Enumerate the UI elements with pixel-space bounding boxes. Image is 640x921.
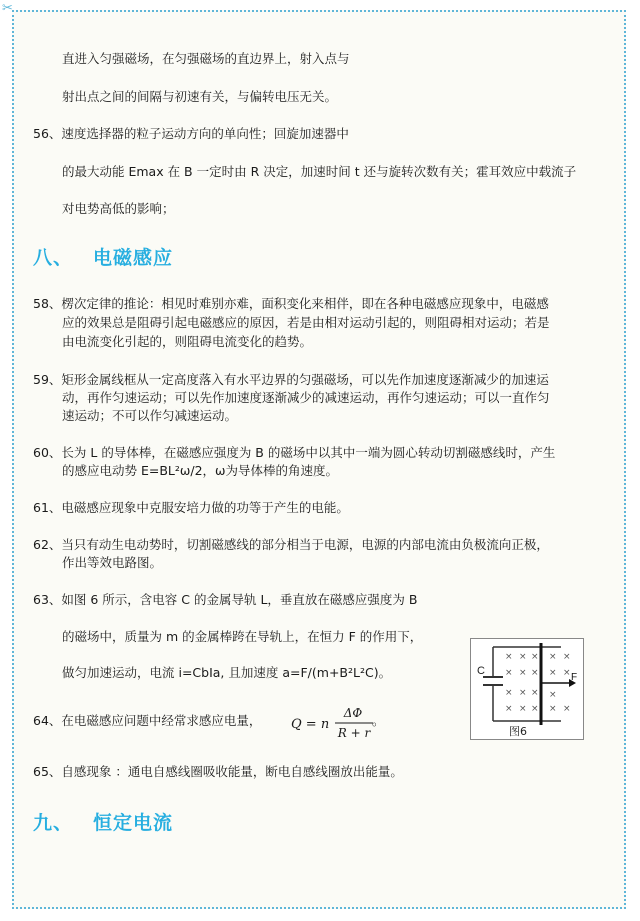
- formula-numerator: ΔΦ: [343, 706, 363, 720]
- cross-mark: ×: [531, 704, 539, 714]
- cross-mark: ×: [505, 704, 513, 714]
- cross-mark: ×: [531, 688, 539, 698]
- cross-mark: ×: [519, 668, 527, 678]
- text-line: 的磁场中，质量为 m 的金属棒跨在导轨上，在恒力 F 的作用下，: [62, 629, 423, 644]
- item-56: 56、速度选择器的粒子运动方向的单向性；回旋加速器中: [33, 126, 349, 141]
- text-line: 的感应电动势 E=BL²ω/2，ω为导体棒的角速度。: [62, 463, 338, 478]
- cross-mark: ×: [505, 652, 513, 662]
- heading-title: 恒定电流: [93, 812, 174, 834]
- item-65: 65、自感现象 ：通电自感线圈吸收能量，断电自感线圈放出能量。: [33, 764, 403, 779]
- text-line: 动，再作匀速运动；可以先作加速度逐渐减少的减速运动，再作匀速运动；可以一直作匀: [62, 390, 550, 405]
- text-line: 做匀加速运动，电流 i=CbIa, 且加速度 a=F/(m+B²L²C)。: [62, 665, 392, 680]
- cross-mark: ×: [505, 668, 513, 678]
- formula-lhs: Q = n: [291, 717, 330, 732]
- text-line: 直进入匀强磁场，在匀强磁场的直边界上，射入点与: [62, 51, 350, 66]
- formula-period: 。: [372, 713, 385, 728]
- text-line: 速运动；不可以作匀减速运动。: [62, 408, 238, 423]
- text-line: 射出点之间的间隔与初速有关，与偏转电压无关。: [62, 89, 338, 104]
- formula-charge: [291, 704, 381, 746]
- section-heading-9: [33, 811, 173, 835]
- cross-mark: ×: [563, 704, 571, 714]
- item-64: 64、在电磁感应问题中经常求感应电量，: [33, 713, 262, 728]
- cross-mark: ×: [519, 704, 527, 714]
- cross-mark: ×: [549, 652, 557, 662]
- item-60: 60、长为 L 的导体棒，在磁感应强度为 B 的磁场中以其中一端为圆心转动切割磁感线时，产生: [33, 445, 556, 460]
- item-61: 61、电磁感应现象中克服安培力做的功等于产生的电能。: [33, 500, 349, 515]
- item-63: 63、如图 6 所示，含电容 C 的金属导轨 L，垂直放在磁感应强度为 B: [33, 592, 418, 607]
- cross-mark: ×: [519, 688, 527, 698]
- force-label: F: [571, 672, 578, 683]
- cross-mark: ×: [549, 704, 557, 714]
- figure-caption: 图6: [509, 725, 527, 738]
- cross-mark: ×: [505, 688, 513, 698]
- section-heading-8: [33, 246, 173, 270]
- cross-mark: ×: [549, 668, 557, 678]
- item-62: 62、当只有动生电动势时，切割磁感线的部分相当于电源，电源的内部电流由负极流向正极，: [33, 537, 549, 552]
- cross-mark: ×: [563, 652, 571, 662]
- text-line: 的最大动能 Emax 在 B 一定时由 R 决定，加速时间 t 还与旋转次数有关；霍耳效应中载流子: [62, 164, 577, 179]
- heading-number: 九、: [33, 812, 74, 834]
- formula-denominator: R + r: [337, 726, 371, 740]
- cross-mark: ×: [531, 652, 539, 662]
- text-line: 应的效果总是阻碍引起电磁感应的原因，若是由相对运动引起的，则阻碍相对运动；若是: [62, 315, 550, 330]
- item-58: 58、楞次定律的推论：相见时难别亦难，面积变化来相伴，即在各种电磁感应现象中，电磁感: [33, 296, 549, 311]
- text-line: 作出等效电路图。: [62, 555, 163, 570]
- cross-mark: ×: [531, 668, 539, 678]
- cross-mark: ×: [563, 668, 571, 678]
- cross-mark: ×: [519, 652, 527, 662]
- figure-6: [470, 638, 584, 740]
- capacitor-label: C: [477, 665, 485, 677]
- cross-mark: ×: [549, 690, 557, 700]
- text-line: 对电势高低的影响；: [62, 201, 175, 216]
- circuit-diagram: [471, 639, 583, 739]
- scissors-icon: ✂: [2, 1, 13, 16]
- text-line: 由电流变化引起的，则阻碍电流变化的趋势。: [62, 334, 313, 349]
- formula-svg: [291, 704, 381, 742]
- heading-title: 电磁感应: [93, 247, 174, 269]
- heading-number: 八、: [33, 247, 74, 269]
- item-59: 59、矩形金属线框从一定高度落入有水平边界的匀强磁场，可以先作加速度逐渐减少的加速运: [33, 372, 549, 387]
